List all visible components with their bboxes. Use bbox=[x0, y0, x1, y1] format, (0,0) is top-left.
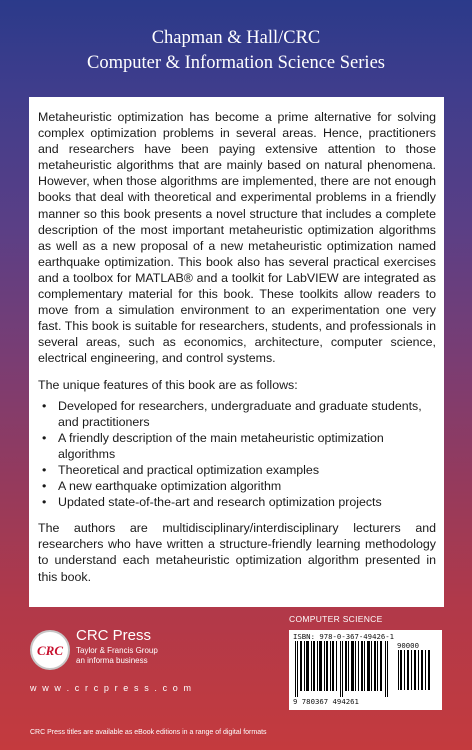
features-list bbox=[38, 398, 436, 511]
ean-digits: 9 780367 494261 bbox=[293, 697, 359, 706]
ean-barcode-icon bbox=[293, 641, 393, 699]
description-panel bbox=[29, 97, 444, 607]
subject-category: COMPUTER SCIENCE bbox=[289, 614, 383, 624]
feature-item: • Theoretical and practical optimization examples bbox=[42, 462, 320, 477]
publisher-logo bbox=[30, 627, 260, 697]
description-paragraph: Metaheuristic optimization has become a prime alternative for solving complex optimization problems in several areas. Hence, practitioners and researchers have been paying extensive attention to those metaheuristic algorithms that are mainly based on natural phenomena. However, when those algorithms are implemented, there are not enough books that deal with theoretical and experimental problems in a friendly manner so this book presents a novel structure that includes a complete description of the most important metaheuristic optimization algorithms as well as a new proposal of a new metaheuristic optimization named earthquake optimization. This book also has several practical exercises and a toolbox for MATLAB® and a toolkit for LabVIEW are integrated as complementary material for this book. These toolkits allow readers to move from a simulation environment to an experimentation one very fast. This book is suitable for researchers, students, and professionals in several areas, such as economics, architecture, computer science, electrical engineering, and control systems. bbox=[38, 110, 436, 366]
series-title bbox=[0, 26, 472, 76]
ebook-footnote: CRC Press titles are available as eBook editions in a range of digital formats bbox=[30, 729, 267, 736]
bullet-icon: • bbox=[42, 430, 47, 445]
feature-item: • Updated state-of-the-art and research optimization projects bbox=[42, 495, 382, 510]
bullet-icon: • bbox=[42, 462, 47, 477]
publisher-url: w w w . c r c p r e s s . c o m bbox=[30, 683, 193, 693]
series-publisher-line: Chapman & Hall/CRC bbox=[151, 28, 321, 48]
bullet-icon: • bbox=[42, 495, 47, 510]
publisher-name: CRC Press bbox=[76, 627, 152, 644]
series-name-line: Computer & Information Science Series bbox=[87, 53, 385, 73]
crc-logo-icon bbox=[30, 630, 70, 670]
publisher-group: Taylor & Francis Group bbox=[76, 646, 158, 655]
price-code: 90000 bbox=[397, 641, 419, 650]
isbn-barcode bbox=[289, 630, 442, 710]
isbn-label: ISBN: 978-0-367-49426-1 bbox=[293, 632, 395, 641]
crc-logo-text: CRC bbox=[36, 643, 63, 658]
feature-item: • Developed for researchers, undergraduate and graduate students, and practitioners bbox=[42, 398, 422, 429]
feature-item: • A friendly description of the main metaheuristic optimization algorithms bbox=[42, 430, 384, 461]
bullet-icon: • bbox=[42, 479, 47, 494]
feature-item: • A new earthquake optimization algorithm bbox=[42, 479, 282, 494]
authors-paragraph: The authors are multidisciplinary/interdisciplinary lecturers and researchers who have written a structure-friendly learning methodology to understand each metaheuristic optimization algorithm presented in this book. bbox=[38, 521, 436, 584]
features-intro: The unique features of this book are as follows: bbox=[38, 377, 298, 392]
bullet-icon: • bbox=[42, 398, 47, 413]
publisher-business: an informa business bbox=[76, 656, 148, 665]
addon-barcode-icon bbox=[397, 650, 433, 690]
